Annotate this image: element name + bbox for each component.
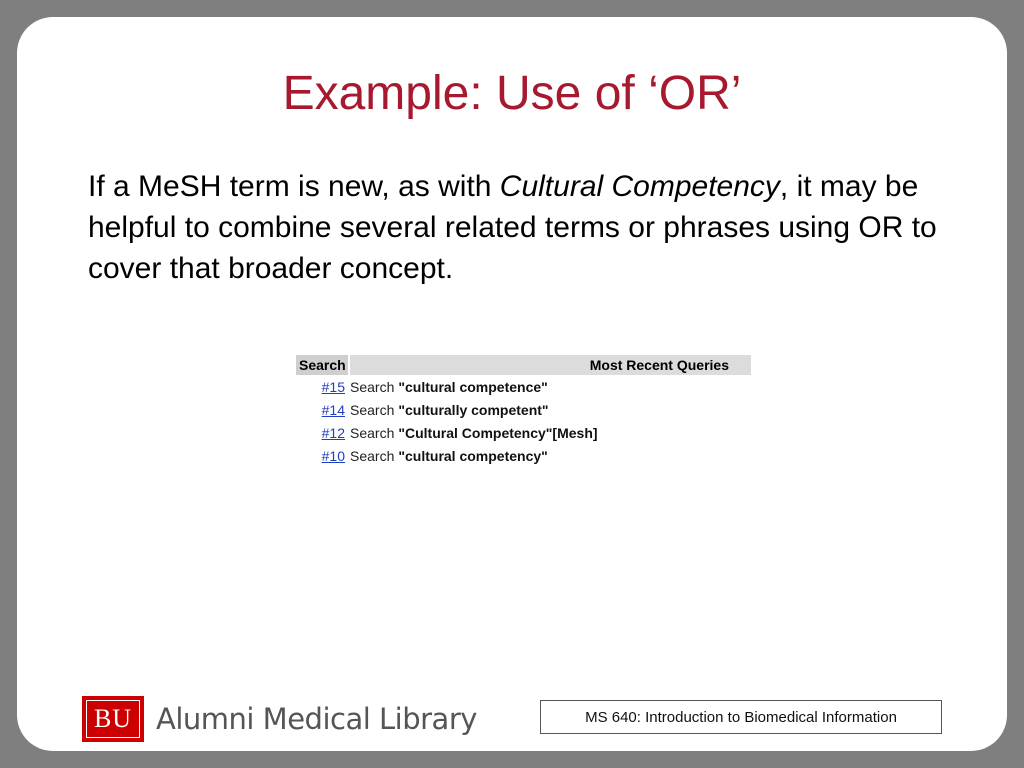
query-keyword: Search (350, 447, 395, 464)
library-logo (82, 696, 477, 742)
query-number-link[interactable]: #10 (321, 447, 345, 464)
bu-logo-text: BU (86, 700, 140, 738)
query-row (296, 398, 751, 421)
body-text-start: If a MeSH term is new, as with (88, 170, 500, 203)
library-name: Alumni Medical Library (156, 702, 477, 736)
query-number-link[interactable]: #12 (321, 424, 345, 441)
query-term: "culturally competent" (398, 401, 549, 418)
query-number-link[interactable]: #14 (321, 401, 345, 418)
query-term: "cultural competence" (398, 378, 548, 395)
course-label: MS 640: Introduction to Biomedical Information (540, 700, 942, 734)
query-term: "Cultural Competency"[Mesh] (398, 424, 598, 441)
body-text-italic: Cultural Competency (499, 170, 780, 203)
query-row (296, 421, 751, 444)
query-row (296, 444, 751, 467)
header-search: Search (296, 355, 348, 375)
bu-logo-icon (82, 696, 144, 742)
query-row (296, 375, 751, 398)
query-number-link[interactable]: #15 (321, 378, 345, 395)
queries-header (296, 355, 751, 375)
query-keyword: Search (350, 424, 395, 441)
query-keyword: Search (350, 401, 395, 418)
slide-title: Example: Use of ‘OR’ (282, 67, 742, 120)
slide-body (88, 166, 938, 289)
query-term: "cultural competency" (398, 447, 548, 464)
query-keyword: Search (350, 378, 395, 395)
body-text-end: , it may be helpful to combine several related terms or phrases using OR to cover that broader concept. (88, 170, 937, 285)
header-most-recent-queries: Most Recent Queries (350, 355, 751, 375)
recent-queries-table (296, 355, 751, 467)
